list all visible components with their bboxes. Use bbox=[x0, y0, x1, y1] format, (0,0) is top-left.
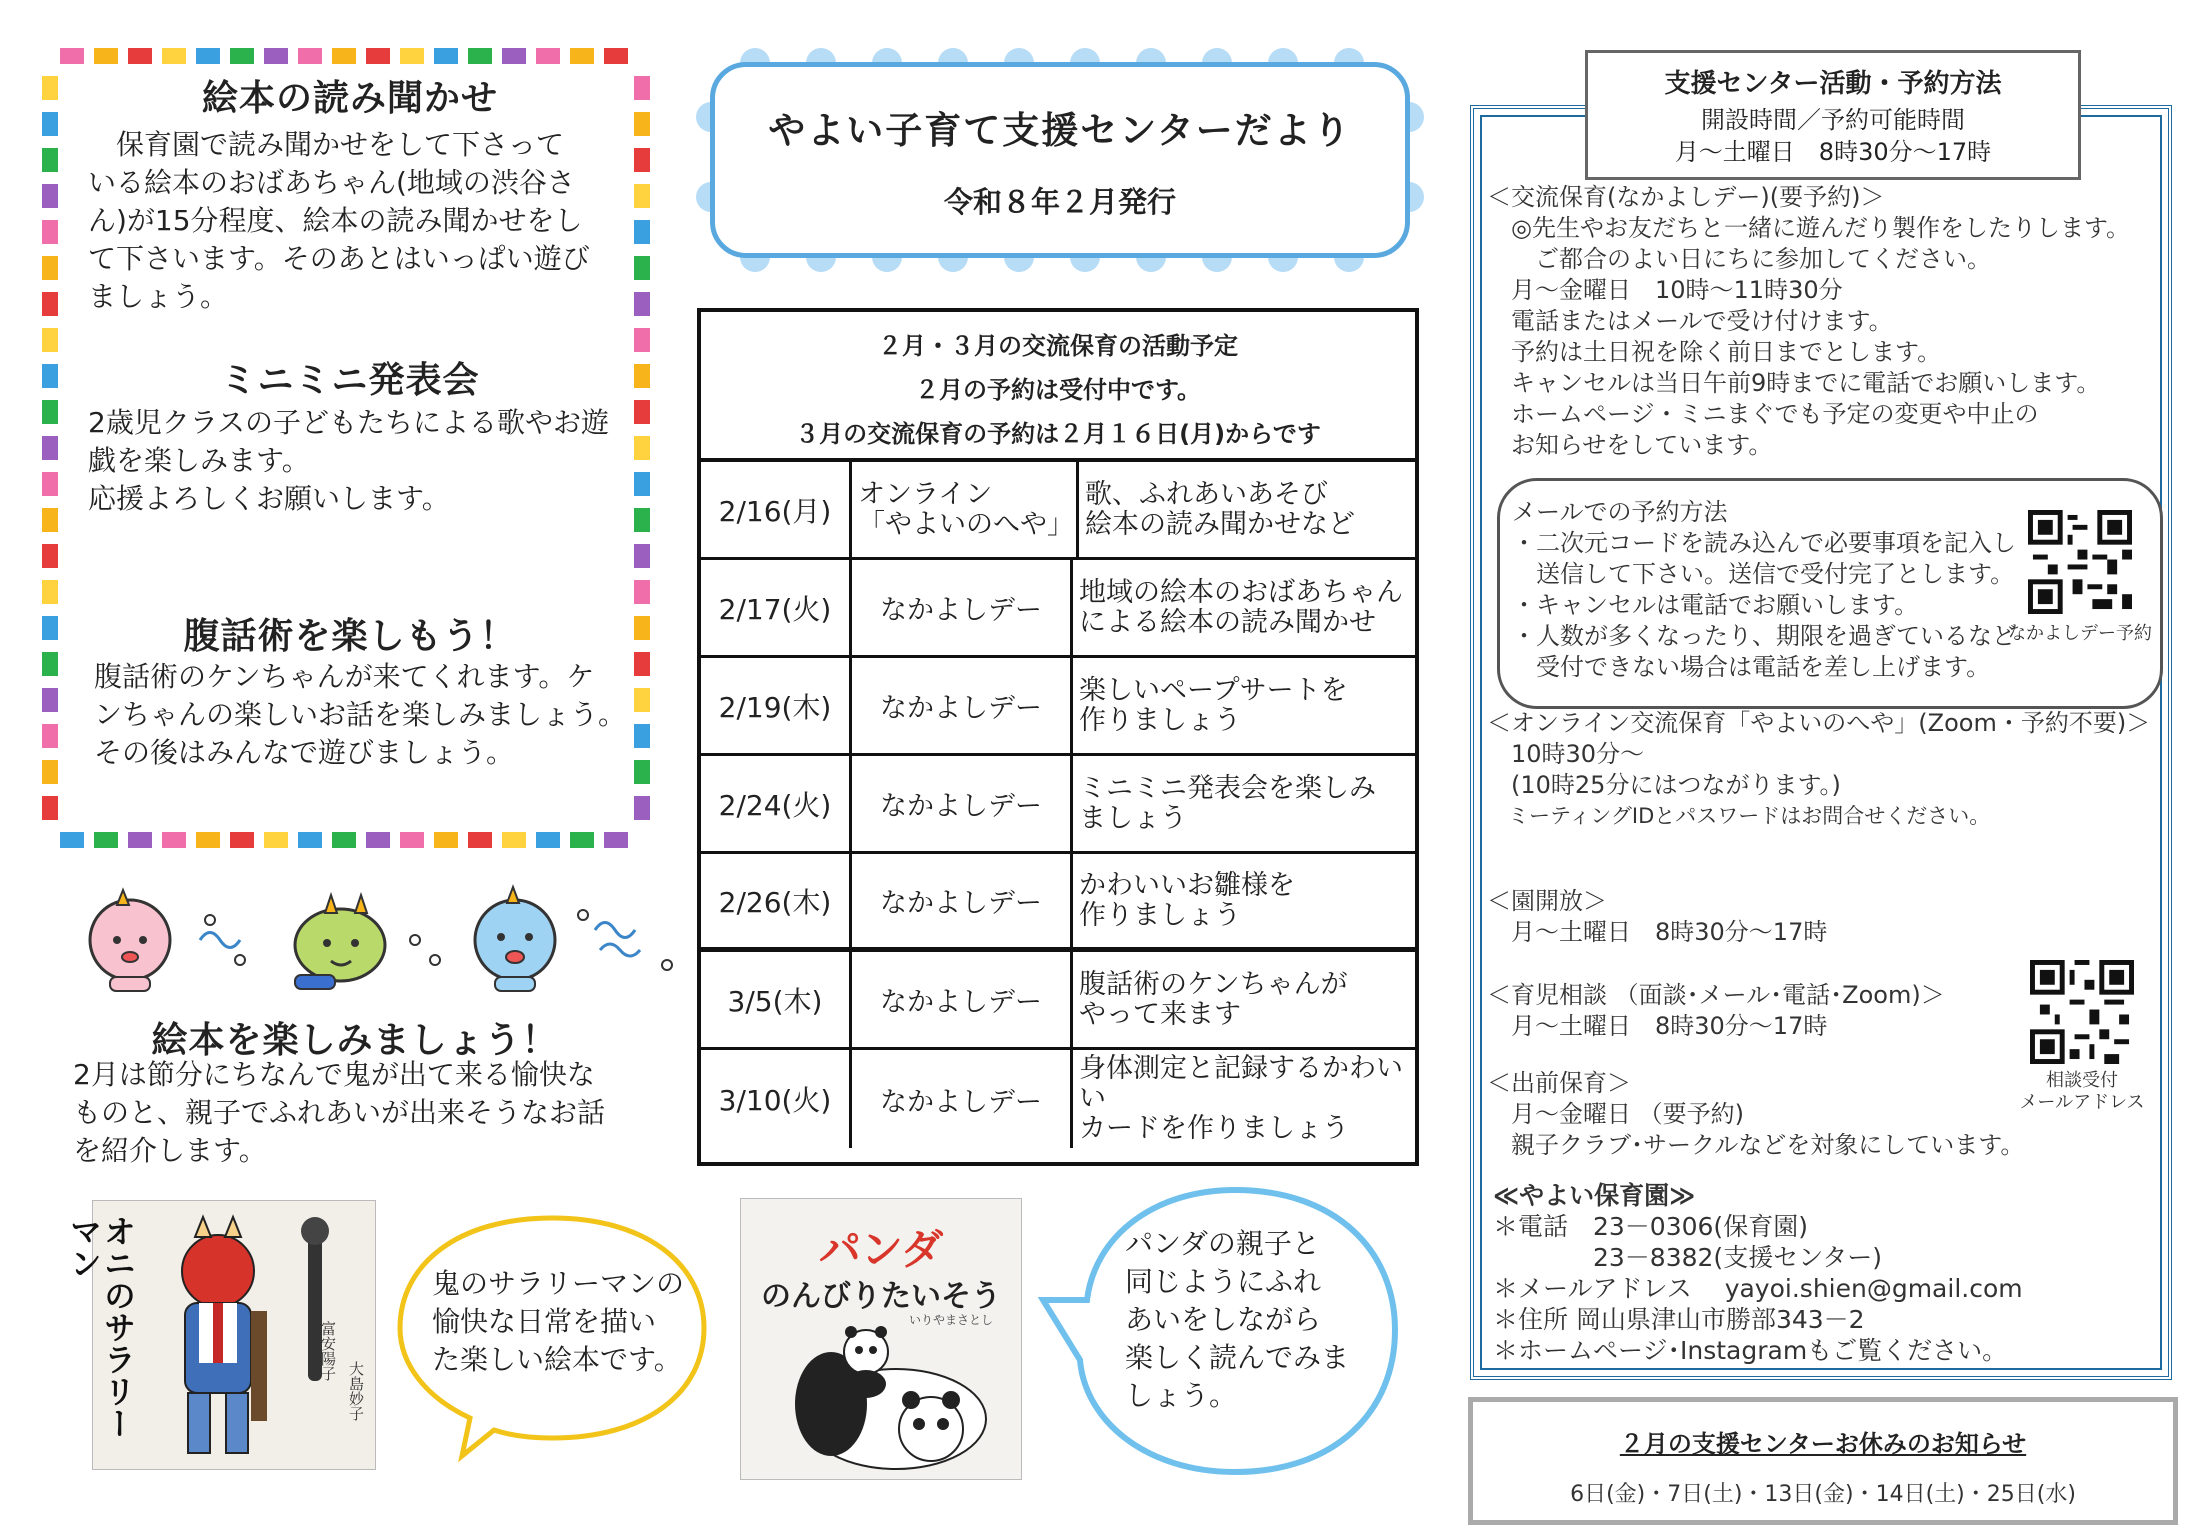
storytelling-text bbox=[88, 126, 648, 316]
activity-line: 作りましょう bbox=[1079, 899, 1241, 931]
type-cell: なかよしデー bbox=[852, 658, 1073, 753]
text-line: ＜出前保育＞ bbox=[1487, 1069, 1631, 1097]
text-line: 受付できない場合は電話を差し上げます。 bbox=[1512, 653, 1991, 681]
confetti-piece bbox=[162, 832, 186, 848]
type-cell: なかよしデー bbox=[852, 560, 1073, 655]
text-line: 電話またはメールで受け付けます。 bbox=[1487, 307, 1893, 335]
text-line: 送信して下さい。送信で受付完了とします。 bbox=[1512, 560, 2015, 588]
table-row bbox=[701, 658, 1415, 756]
section-title-picture-books: 絵本を楽しみましょう！ bbox=[151, 1020, 559, 1061]
confetti-piece bbox=[400, 832, 424, 848]
confetti-piece bbox=[230, 832, 254, 848]
mail-reservation-text bbox=[1512, 497, 2032, 683]
text-line: ＜育児相談 （面談･メール･電話･Zoom)＞ bbox=[1487, 981, 1945, 1009]
book-cover-panda bbox=[740, 1198, 1022, 1480]
activity-cell bbox=[1073, 952, 1415, 1047]
confetti-piece bbox=[634, 544, 650, 568]
activity-line: による絵本の読み聞かせ bbox=[1079, 606, 1376, 638]
type-cell: なかよしデー bbox=[852, 952, 1073, 1047]
book-cover-oni-salaryman bbox=[65, 1200, 376, 1470]
activity-line: 絵本の読み聞かせなど bbox=[1085, 508, 1355, 540]
kouryu-section bbox=[1487, 182, 2167, 461]
text-line: 月～金曜日 （要予約) bbox=[1487, 1100, 1744, 1128]
activity-cell bbox=[1073, 658, 1415, 753]
ventriloquism-text bbox=[94, 658, 654, 772]
qr-code-icon[interactable] bbox=[2030, 960, 2134, 1064]
confetti-piece bbox=[366, 48, 390, 64]
activity-line: 地域の絵本のおばあちゃん bbox=[1079, 576, 1403, 608]
book-cover-author: 富安陽子 bbox=[319, 1321, 337, 1381]
qr-label-line: メールアドレス bbox=[2019, 1092, 2145, 1113]
confetti-piece bbox=[400, 48, 424, 64]
text-line: ＜園開放＞ bbox=[1487, 887, 1607, 915]
confetti-piece bbox=[468, 832, 492, 848]
text-line: その後はみんなで遊びましょう。 bbox=[94, 736, 515, 769]
garden-open-section bbox=[1487, 886, 1987, 948]
outreach-section bbox=[1487, 1068, 2047, 1161]
text-line: ご都合のよい日にちに参加してください。 bbox=[1487, 245, 1991, 273]
confetti-piece bbox=[332, 832, 356, 848]
confetti-piece bbox=[264, 832, 288, 848]
text-line: いる絵本のおばあちゃん(地域の渋谷さ bbox=[88, 166, 575, 199]
holiday-notice bbox=[1468, 1397, 2178, 1525]
confetti-piece bbox=[502, 48, 526, 64]
confetti-piece bbox=[264, 48, 288, 64]
text-line: ＜交流保育(なかよしデー)(要予約)＞ bbox=[1487, 183, 1885, 211]
section-title-ventriloquism: 腹話術を楽しもう！ bbox=[183, 616, 517, 657]
text-line: 2歳児クラスの子どもたちによる歌やお遊 bbox=[88, 406, 609, 439]
table-row bbox=[701, 952, 1415, 1050]
confetti-piece bbox=[42, 472, 58, 496]
consultation-section bbox=[1487, 980, 2007, 1042]
text-line: 月～土曜日 8時30分～17時 bbox=[1487, 1012, 1828, 1040]
confetti-piece bbox=[42, 796, 58, 820]
confetti-piece bbox=[196, 832, 220, 848]
type-cell: なかよしデー bbox=[852, 756, 1073, 851]
section-title-storytelling: 絵本の読み聞かせ bbox=[201, 78, 498, 119]
newsletter-header bbox=[710, 62, 1418, 262]
confetti-piece bbox=[570, 832, 594, 848]
confetti-piece bbox=[94, 48, 118, 64]
text-line: 戯を楽しみます。 bbox=[88, 444, 310, 477]
text-line: ンちゃんの楽しいお話を楽しみましょう。 bbox=[94, 698, 627, 731]
confetti-piece bbox=[502, 832, 526, 848]
text-line: 腹話術のケンちゃんが来てくれます。ケ bbox=[94, 660, 595, 693]
text-line: 愉快な日常を描い bbox=[432, 1305, 657, 1338]
table-row bbox=[701, 462, 1415, 560]
text-line: 10時30分～ bbox=[1487, 740, 1645, 768]
pink-oni-icon bbox=[90, 890, 170, 991]
text-line: 月～金曜日 10時～11時30分 bbox=[1487, 276, 1843, 304]
type-cell: なかよしデー bbox=[852, 854, 1073, 947]
table-row bbox=[701, 560, 1415, 658]
squiggle-icon bbox=[595, 923, 640, 957]
schedule-heading bbox=[701, 312, 1415, 462]
online-section bbox=[1487, 708, 2167, 832]
holiday-title: ２月の支援センターお休みのお知らせ bbox=[1619, 1430, 2027, 1458]
confetti-piece bbox=[634, 796, 650, 820]
green-oni-icon bbox=[295, 895, 385, 989]
confetti-piece bbox=[42, 328, 58, 352]
panda-illustration bbox=[771, 1324, 1001, 1474]
type-line: オンライン bbox=[858, 478, 993, 510]
activity-line: ましょう bbox=[1079, 802, 1187, 834]
confetti-piece bbox=[128, 48, 152, 64]
text-line: ミーティングIDとパスワードはお問合せください。 bbox=[1487, 804, 1991, 828]
confetti-piece bbox=[42, 724, 58, 748]
confetti-piece bbox=[42, 220, 58, 244]
activity-cell bbox=[1073, 1050, 1415, 1148]
confetti-piece bbox=[230, 48, 254, 64]
newsletter-title: やよい子育て支援センターだより bbox=[768, 109, 1352, 152]
type-cell bbox=[852, 462, 1079, 557]
activity-line: ミニミニ発表会を楽しみ bbox=[1079, 772, 1376, 804]
blue-oni-icon bbox=[475, 887, 555, 991]
schedule-table bbox=[697, 308, 1419, 1166]
confetti-piece bbox=[298, 832, 322, 848]
address-line: ＊住所 岡山県津山市勝部343－2 bbox=[1493, 1305, 1865, 1334]
text-line: を紹介します。 bbox=[73, 1134, 267, 1167]
qr-code-icon[interactable] bbox=[2028, 510, 2132, 614]
confetti-piece bbox=[604, 832, 628, 848]
text-line: ・二次元コードを読み込んで必要事項を記入し bbox=[1512, 529, 2016, 557]
confetti-piece bbox=[366, 832, 390, 848]
email-line[interactable]: ＊メールアドレス yayoi.shien@gmail.com bbox=[1493, 1274, 2023, 1303]
confetti-piece bbox=[94, 832, 118, 848]
text-line: メールでの予約方法 bbox=[1512, 498, 1728, 526]
confetti-piece bbox=[298, 48, 322, 64]
confetti-piece bbox=[42, 688, 58, 712]
picture-books-text bbox=[73, 1056, 673, 1170]
activity-line: 腹話術のケンちゃんが bbox=[1079, 968, 1348, 1000]
confetti-piece bbox=[536, 48, 560, 64]
confetti-piece bbox=[128, 832, 152, 848]
confetti-piece bbox=[634, 580, 650, 604]
text-line: 楽しく読んでみま bbox=[1125, 1341, 1350, 1374]
text-line: 保育園で読み聞かせをして下さって bbox=[88, 128, 565, 161]
text-line: 鬼のサラリーマンの bbox=[432, 1267, 685, 1300]
text-line: 親子クラブ･サークルなどを対象にしています。 bbox=[1487, 1131, 2025, 1159]
text-line: 応援よろしくお願いします。 bbox=[88, 482, 450, 515]
type-line: 「やよいのへや」 bbox=[858, 508, 1074, 540]
oni-illustrations bbox=[55, 885, 685, 1000]
confetti-piece bbox=[42, 760, 58, 784]
text-line: しょう。 bbox=[1125, 1379, 1238, 1412]
qr-label-reservation: なかよしデー予約 bbox=[2008, 623, 2152, 644]
activity-cell bbox=[1073, 854, 1415, 947]
text-line: お知らせをしています。 bbox=[1487, 431, 1773, 459]
confetti-piece bbox=[570, 48, 594, 64]
text-line: 同じようにふれ bbox=[1125, 1265, 1322, 1298]
date-cell: 3/10(火) bbox=[701, 1050, 852, 1148]
activity-line: 楽しいペープサートを bbox=[1079, 674, 1348, 706]
text-line: 予約は土日祝を除く前日までとします。 bbox=[1487, 338, 1942, 366]
confetti-piece bbox=[42, 148, 58, 172]
type-cell: なかよしデー bbox=[852, 1050, 1073, 1148]
text-line: ホームページ・ミニまぐでも予定の変更や中止の bbox=[1487, 400, 2039, 428]
date-cell: 2/26(木) bbox=[701, 854, 852, 947]
confetti-piece bbox=[196, 48, 220, 64]
date-cell: 2/24(火) bbox=[701, 756, 852, 851]
info-panel-title: 支援センター活動・予約方法 bbox=[1664, 69, 2002, 99]
date-cell: 3/5(木) bbox=[701, 952, 852, 1047]
text-line: ＜オンライン交流保育「やよいのへや」(Zoom・予約不要)＞ bbox=[1487, 709, 2151, 737]
text-line: ものと、親子でふれあいが出来そうなお話 bbox=[73, 1096, 606, 1129]
header-frame bbox=[710, 62, 1410, 258]
text-line: あいをしながら bbox=[1125, 1303, 1322, 1336]
text-line: 2月は節分にちなんで鬼が出て来る愉快な bbox=[73, 1058, 595, 1091]
confetti-piece bbox=[42, 544, 58, 568]
activity-line: カードを作りましょう bbox=[1079, 1113, 1349, 1144]
confetti-piece bbox=[42, 184, 58, 208]
text-line: パンダの親子と bbox=[1125, 1227, 1320, 1260]
activity-line: やって来ます bbox=[1079, 998, 1241, 1030]
confetti-piece bbox=[42, 256, 58, 280]
text-line: ましょう。 bbox=[88, 280, 229, 313]
text-line: 月～土曜日 8時30分～17時 bbox=[1487, 918, 1828, 946]
event-box bbox=[50, 48, 650, 848]
confetti-piece bbox=[468, 48, 492, 64]
website-line: ＊ホームページ･Instagramもご覧ください。 bbox=[1493, 1336, 2008, 1365]
table-row bbox=[701, 756, 1415, 854]
confetti-piece bbox=[42, 400, 58, 424]
text-line: ・人数が多くなったり、期限を過ぎているなど bbox=[1512, 622, 2016, 650]
recital-text bbox=[88, 404, 648, 518]
confetti-piece bbox=[604, 48, 628, 64]
section-title-recital: ミニミニ発表会 bbox=[220, 360, 480, 401]
table-row bbox=[701, 854, 1415, 952]
book-cover-title: パンダ bbox=[818, 1225, 944, 1274]
date-cell: 2/17(火) bbox=[701, 560, 852, 655]
activity-cell bbox=[1079, 462, 1415, 557]
confetti-piece bbox=[42, 580, 58, 604]
schedule-heading-line: ３月の交流保育の予約は２月１６日(月)からです bbox=[795, 420, 1321, 448]
confetti-piece bbox=[42, 508, 58, 532]
activity-line: 身体測定と記録するかわいい bbox=[1079, 1053, 1403, 1114]
hours-label: 開設時間／予約可能時間 bbox=[1701, 106, 1965, 134]
confetti-piece bbox=[536, 832, 560, 848]
book-cover-subtitle: のんびりたいそう bbox=[761, 1279, 1001, 1314]
squiggle-icon bbox=[200, 933, 240, 948]
contact-section bbox=[1493, 1180, 2153, 1366]
confetti-piece bbox=[60, 48, 84, 64]
phone-line: ＊電話 23－0306(保育園) bbox=[1493, 1212, 1808, 1241]
bubble-1-text bbox=[432, 1265, 692, 1379]
confetti-piece bbox=[162, 48, 186, 64]
activity-cell bbox=[1073, 560, 1415, 655]
confetti-piece bbox=[42, 436, 58, 460]
hours-value: 月～土曜日 8時30分～17時 bbox=[1674, 138, 1992, 166]
holiday-dates: 6日(金)・7日(土)・13日(金)・14日(土)・25日(水) bbox=[1570, 1482, 2076, 1507]
issue-date: 令和８年２月発行 bbox=[943, 185, 1176, 219]
text-line: キャンセルは当日午前9時までに電話でお願いします。 bbox=[1487, 369, 2101, 397]
date-cell: 2/16(月) bbox=[701, 462, 852, 557]
qr-label-line: 相談受付 bbox=[2046, 1070, 2118, 1091]
table-row bbox=[701, 1050, 1415, 1148]
activity-cell bbox=[1073, 756, 1415, 851]
confetti-piece bbox=[634, 328, 650, 352]
book-cover-illustrator: 大島妙子 bbox=[347, 1361, 365, 1421]
date-cell: 2/19(木) bbox=[701, 658, 852, 753]
text-line: て下さいます。そのあとはいっぱい遊び bbox=[88, 242, 590, 275]
activity-line: かわいいお雛様を bbox=[1079, 869, 1295, 901]
text-line: ◎先生やお友だちと一緒に遊んだり製作をしたりします。 bbox=[1487, 214, 2131, 242]
text-line: た楽しい絵本です。 bbox=[432, 1343, 682, 1376]
phone-line: 23－8382(支援センター) bbox=[1493, 1243, 1882, 1272]
confetti-piece bbox=[332, 48, 356, 64]
confetti-piece bbox=[60, 832, 84, 848]
book-cover-author: いりやまさとし bbox=[908, 1313, 993, 1327]
schedule-heading-line: ２月・３月の交流保育の活動予定 bbox=[878, 332, 1238, 360]
info-panel-title-box bbox=[1585, 50, 2081, 180]
text-line: (10時25分にはつながります。) bbox=[1487, 771, 1841, 799]
confetti-piece bbox=[434, 832, 458, 848]
text-line: ん)が15分程度、絵本の読み聞かせをし bbox=[88, 204, 583, 237]
schedule-heading-line: ２月の予約は受付中です。 bbox=[914, 376, 1202, 404]
text-line: ・キャンセルは電話でお願いします。 bbox=[1512, 591, 1919, 619]
confetti-piece bbox=[434, 48, 458, 64]
activity-line: 歌、ふれあいあそび bbox=[1085, 478, 1328, 510]
book-cover-title: オニのサラリーマン bbox=[65, 1215, 137, 1439]
confetti-piece bbox=[42, 292, 58, 316]
nursery-name: ≪やよい保育園≫ bbox=[1493, 1181, 1696, 1210]
activity-line: 作りましょう bbox=[1079, 704, 1241, 736]
bubble-2-text bbox=[1125, 1225, 1375, 1415]
